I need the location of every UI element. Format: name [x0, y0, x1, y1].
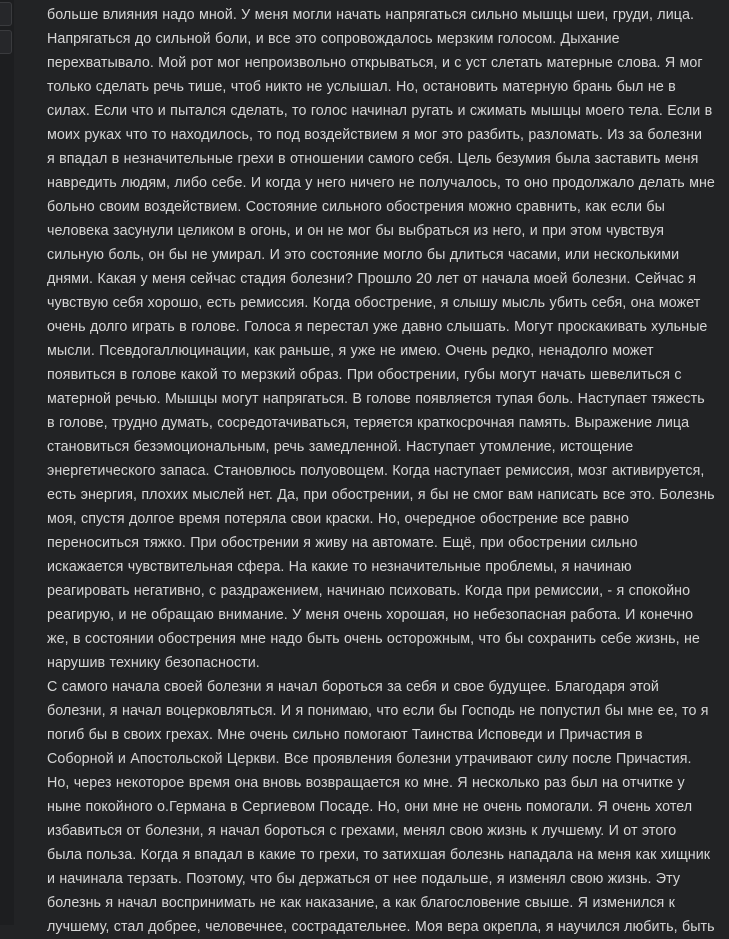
text-line: и начинала терзать. Поэтому, что бы держаться от нее подальше, я изменял свою жизнь. Эту	[47, 871, 681, 887]
left-gutter	[0, 0, 14, 925]
text-line: днями. Какая у меня сейчас стадия болезни? Прошло 20 лет от начала моей болезни. Сейчас я	[47, 271, 697, 287]
text-line: чувствую себя хорошо, есть ремиссия. Когда обострение, я слышу мысль убить себя, она может	[47, 295, 701, 311]
text-line: появиться в голове какой то мерзкий образ. При обострении, губы могут начать шевелиться с	[47, 367, 682, 383]
text-line: становиться безэмоциональным, речь замедленной. Наступает утомление, истощение	[47, 439, 634, 455]
text-line: болезни, я начал воцерковляться. И я понимаю, что если бы Господь не попустил бы мне ее, то я	[47, 703, 709, 719]
text-line: энергетического запаса. Становлюсь полуовощем. Когда наступает ремиссия, мозг активируется,	[47, 463, 705, 479]
text-line: перехватывало. Мой рот мог непроизвольно открываться, и с уст слетать матерные слова. Я мог	[47, 55, 703, 71]
text-line: очень долго играть в голове. Голоса я перестал уже давно слышать. Могут проскакивать хульные	[47, 319, 708, 335]
text-line: реагировать негативно, с раздражением, начинаю психовать. Когда при ремиссии, - я спокойно	[47, 583, 691, 599]
text-line: ныне покойного о.Германа в Сергиевом Посаде. Но, они мне не очень помогали. Я очень хотел	[47, 799, 693, 815]
text-line: Соборной и Апостольской Церкви. Все проявления болезни утрачивают силу после Причастия.	[47, 751, 692, 767]
gutter-tab[interactable]	[0, 2, 12, 26]
text-line: избавиться от болезни, я начал бороться с грехами, менял свою жизнь к лучшему. И от этого	[47, 823, 677, 839]
text-line: моя, спустя долгое время потеряла свои краски. Но, очередное обострение все равно	[47, 511, 630, 527]
text-line: мысли. Псевдогаллюцинации, как раньше, я уже не имею. Очень редко, ненадолго может	[47, 343, 654, 359]
text-line: болезнь я начал воспринимать не как наказание, а как благословение свыше. Я изменился к	[47, 895, 675, 911]
text-line: была польза. Когда я впадал в какие то грехи, то затихшая болезнь нападала на меня как хищник	[47, 847, 711, 863]
article-text	[47, 3, 715, 939]
text-line: сильную боль, он бы не умирал. И это состояние могло бы длиться часами, или несколькими	[47, 247, 680, 263]
text-line: навредить людям, либо себе. И когда у него ничего не получалось, то оно продолжало делать мне	[47, 175, 715, 191]
text-line: С самого начала своей болезни я начал бороться за себя и свое будущее. Благодаря этой	[47, 679, 659, 695]
text-line: человека засунули целиком в огонь, и он не мог бы выбраться из него, и при этом чувствуя	[47, 223, 665, 239]
text-line: реагирую, и не обращаю внимание. У меня очень хорошая, но небезопасная работа. И конечно	[47, 607, 694, 623]
text-line: Но, через некоторое время она вновь возвращается ко мне. Я несколько раз был на отчитке у	[47, 775, 685, 791]
text-line: лучшему, стал добрее, человечнее, сострадательнее. Моя вера окрепла, я научился любить, быть	[47, 919, 715, 935]
text-line: больше влияния надо мной. У меня могли начать напрягаться сильно мышцы шеи, груди, лица.	[47, 7, 694, 23]
text-line: переноситься тяжко. При обострении я живу на автомате. Ещё, при обострении сильно	[47, 535, 638, 551]
text-line: в голове, трудно думать, сосредотачиваться, теряется краткосрочная память. Выражение лица	[47, 415, 690, 431]
text-line: моих руках что то находилось, то под воздействием я мог это разбить, разломать. Из за болезни	[47, 127, 703, 143]
text-line: искажается чувствительная сфера. На какие то незначительные проблемы, я начинаю	[47, 559, 632, 575]
text-line: Напрягаться до сильной боли, и все это сопровождалось мерзким голосом. Дыхание	[47, 31, 620, 47]
text-line: только сделать речь тише, чтоб никто не услышал. Но, остановить матерную брань был не в	[47, 79, 676, 95]
text-line: матерной речью. Мышцы могут напрягаться. В голове появляется тупая боль. Наступает тяжесть	[47, 391, 705, 407]
text-line: погиб бы в своих грехах. Мне очень сильно помогают Таинства Исповеди и Причастия в	[47, 727, 643, 743]
gutter-tab[interactable]	[0, 30, 12, 54]
text-line: есть энергия, плохих мыслей нет. Да, при обострении, я бы не смог вам написать все это. Болезнь	[47, 487, 715, 503]
text-line: силах. Если что и пытался сделать, то голос начинал ругать и сжимать мышцы моего тела. Если в	[47, 103, 713, 119]
text-line: нарушив технику безопасности.	[47, 655, 260, 671]
text-line: я впадал в незначительные грехи в отношении самого себя. Цель безумия была заставить меня	[47, 151, 699, 167]
text-line: больно своим воздействием. Состояние сильного обострения можно сравнить, как если бы	[47, 199, 665, 215]
text-line: же, в состоянии обострения мне надо быть очень осторожным, что бы сохранить себе жизнь, не	[47, 631, 700, 647]
